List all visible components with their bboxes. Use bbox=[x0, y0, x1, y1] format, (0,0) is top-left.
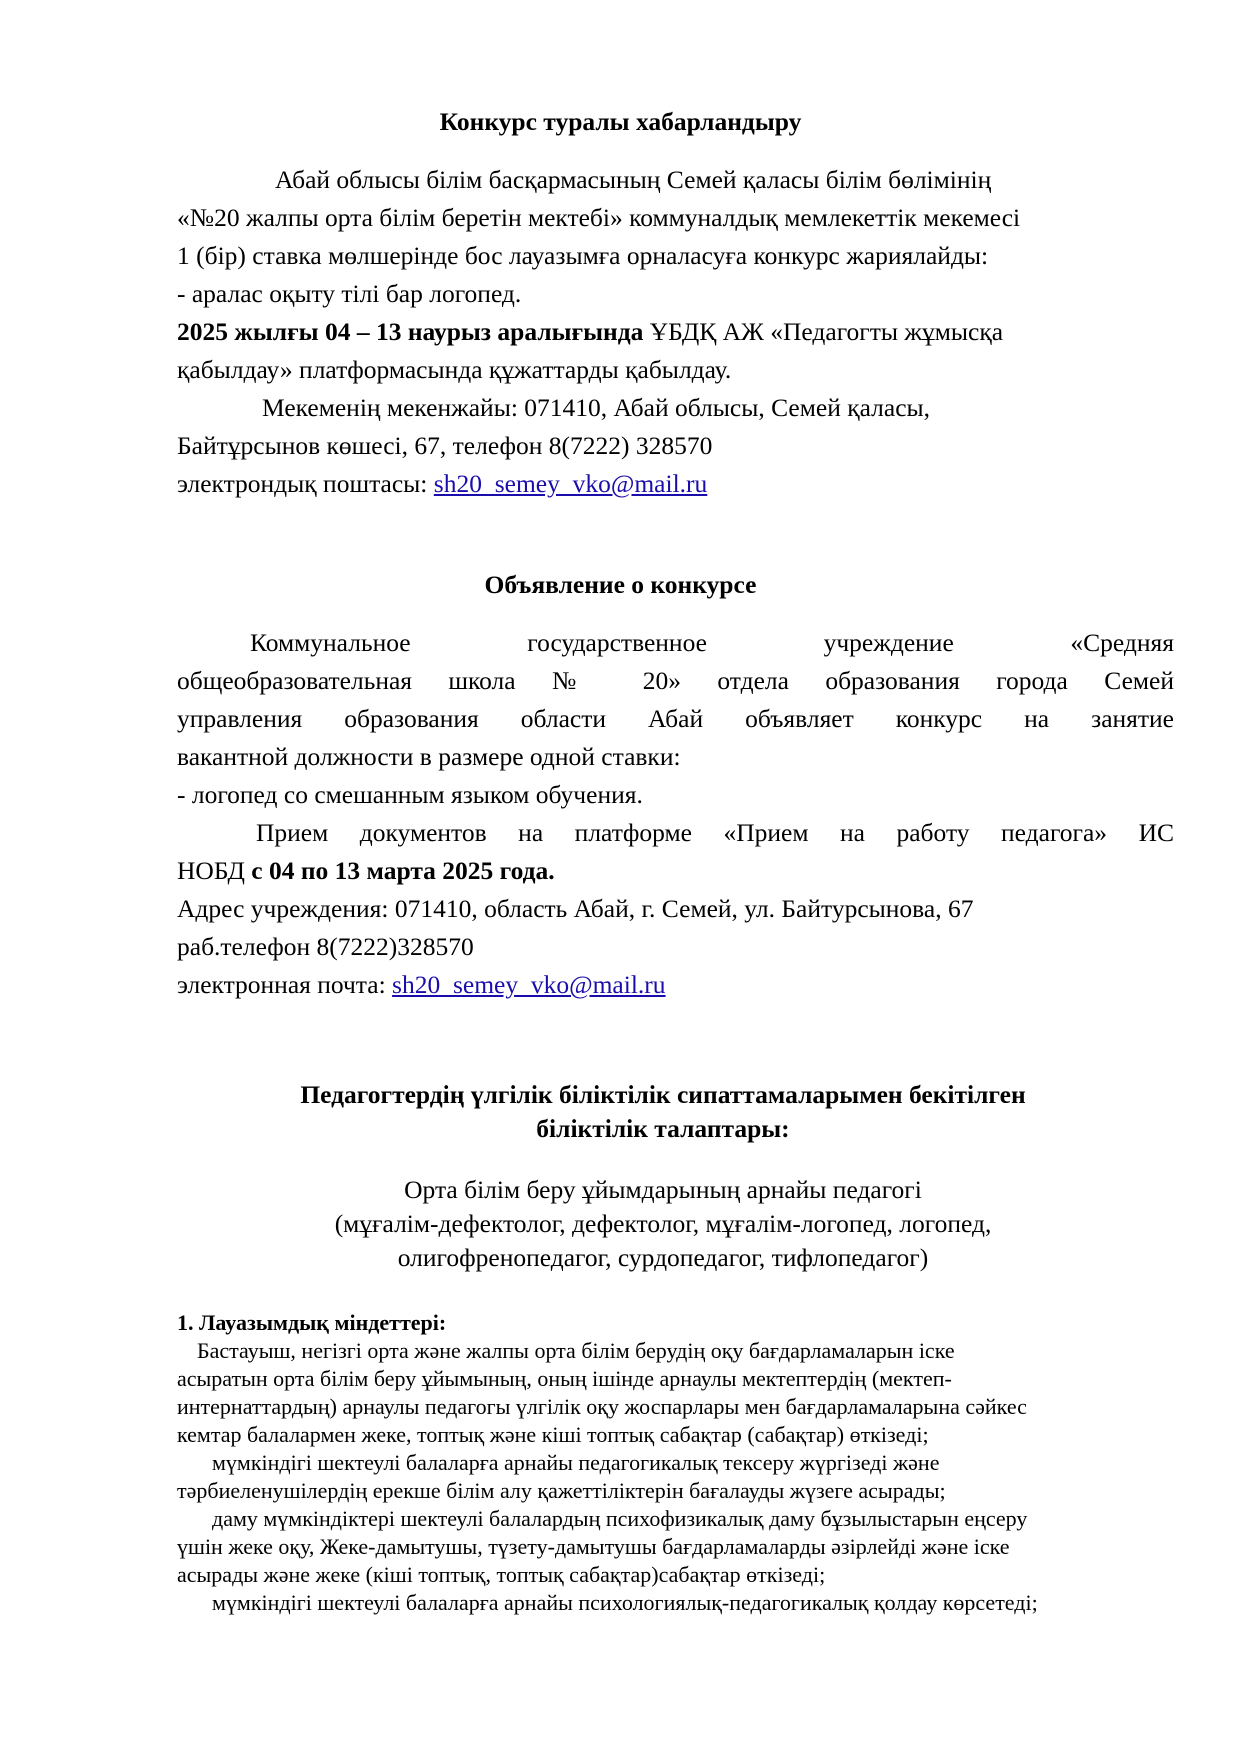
kz-paragraph-line: Абай облысы білім басқармасының Семей қаласы білім бөлімінің bbox=[275, 165, 992, 194]
kz-email-label: электрондық поштасы: bbox=[177, 469, 434, 498]
kz-paragraph-line: қабылдау» платформасында құжаттарды қабылдау. bbox=[177, 355, 732, 384]
ru-paragraph-line: Прием документов на платформе «Прием на работу педагога» ИС bbox=[256, 818, 1174, 847]
ru-title: Объявление о конкурсе bbox=[484, 570, 757, 599]
ru-email-link[interactable]: sh20_semey_vko@mail.ru bbox=[392, 970, 666, 999]
ru-position-line: - логопед со смешанным языком обучения. bbox=[177, 780, 643, 809]
req-title-line: Педагогтердің үлгілік біліктілік сипаттамаларымен бекітілген bbox=[300, 1080, 1026, 1109]
req-text-line: Бастауыш, негізгі орта және жалпы орта білім берудің оқу бағдарламаларын іске bbox=[197, 1338, 955, 1363]
ru-email-label: электронная почта: bbox=[177, 970, 393, 999]
ru-dates-line bbox=[177, 856, 555, 886]
req-text-line: асырады және жеке (кіші топтық, топтық сабақтар)сабақтар өткізеді; bbox=[177, 1562, 826, 1587]
kz-paragraph-line: 1 (бір) ставка мөлшерінде бос лауазымға орналасуға конкурс жариялайды: bbox=[177, 241, 989, 270]
ru-email-line bbox=[177, 970, 666, 1000]
ru-phone-line: раб.телефон 8(7222)328570 bbox=[177, 932, 474, 961]
ru-paragraph-line: управления образования области Абай объявляет конкурс на занятие bbox=[177, 704, 1174, 733]
kz-address-line: Байтұрсынов көшесі, 67, телефон 8(7222) 328570 bbox=[177, 431, 713, 460]
kz-position-line: - аралас оқыту тілі бар логопед. bbox=[177, 279, 522, 308]
kz-email-link[interactable]: sh20_semey_vko@mail.ru bbox=[433, 469, 708, 498]
ru-paragraph-line: Коммунальное государственное учреждение «Средняя bbox=[250, 628, 1174, 657]
req-subtitle-line: Орта білім беру ұйымдарының арнайы педагогі bbox=[404, 1175, 922, 1204]
kz-dates-rest: ҰБДҚ АЖ «Педагогты жұмысқа bbox=[643, 317, 1004, 346]
req-text-line: кемтар балалармен жеке, топтық және кіші топтық сабақтар (сабақтар) өткізеді; bbox=[177, 1422, 929, 1447]
kz-dates-line bbox=[177, 317, 1003, 347]
kz-email-line bbox=[177, 469, 707, 499]
req-text-line: үшін жеке оқу, Жеке-дамытушы, түзету-дамытушы бағдарламаларды әзірлейді және іске bbox=[177, 1534, 1010, 1559]
ru-paragraph-line: вакантной должности в размере одной ставки: bbox=[177, 742, 681, 771]
ru-dates-plain: НОБД bbox=[177, 856, 252, 885]
kz-title: Конкурс туралы хабарландыру bbox=[439, 107, 802, 136]
req-section-heading: 1. Лауазымдық міндеттері: bbox=[177, 1310, 447, 1335]
req-text-line: мүмкіндігі шектеулі балаларға арнайы педагогикалық тексеру жүргізеді және bbox=[212, 1450, 940, 1475]
kz-dates-bold: 2025 жылғы 04 – 13 наурыз аралығында bbox=[177, 317, 644, 346]
ru-paragraph-line: общеобразовательная школа № 20» отдела образования города Семей bbox=[177, 666, 1174, 695]
req-subtitle-line: олигофренопедагог, сурдопедагог, тифлопедагог) bbox=[397, 1243, 929, 1272]
ru-dates-bold: с 04 по 13 марта 2025 года. bbox=[251, 856, 555, 885]
req-text-line: даму мүмкіндіктері шектеулі балалардың психофизикалық даму бұзылыстарын еңсеру bbox=[212, 1506, 1028, 1531]
req-subtitle-line: (мұғалім-дефектолог, дефектолог, мұғалім-логопед, логопед, bbox=[334, 1209, 992, 1238]
req-title-line: біліктілік талаптары: bbox=[536, 1114, 790, 1143]
req-text-line: мүмкіндігі шектеулі балаларға арнайы психологиялық-педагогикалық қолдау көрсетеді; bbox=[212, 1590, 1038, 1615]
kz-address-line: Мекеменің мекенжайы: 071410, Абай облысы, Семей қаласы, bbox=[262, 393, 931, 422]
kz-paragraph-line: «№20 жалпы орта білім беретін мектебі» коммуналдық мемлекеттік мекемесі bbox=[177, 203, 1021, 232]
req-text-line: асыратын орта білім беру ұйымының, оның ішінде арнаулы мектептердің (мектеп- bbox=[177, 1366, 952, 1391]
req-text-line: интернаттардың) арнаулы педагогы үлгілік оқу жоспарлары мен бағдарламаларына сәйкес bbox=[177, 1394, 1027, 1419]
req-text-line: тәрбиеленушілердің ерекше білім алу қажеттіліктерін бағалауды жүзеге асырады; bbox=[177, 1478, 946, 1503]
ru-address-line: Адрес учреждения: 071410, область Абай, г. Семей, ул. Байтурсынова, 67 bbox=[177, 894, 974, 923]
